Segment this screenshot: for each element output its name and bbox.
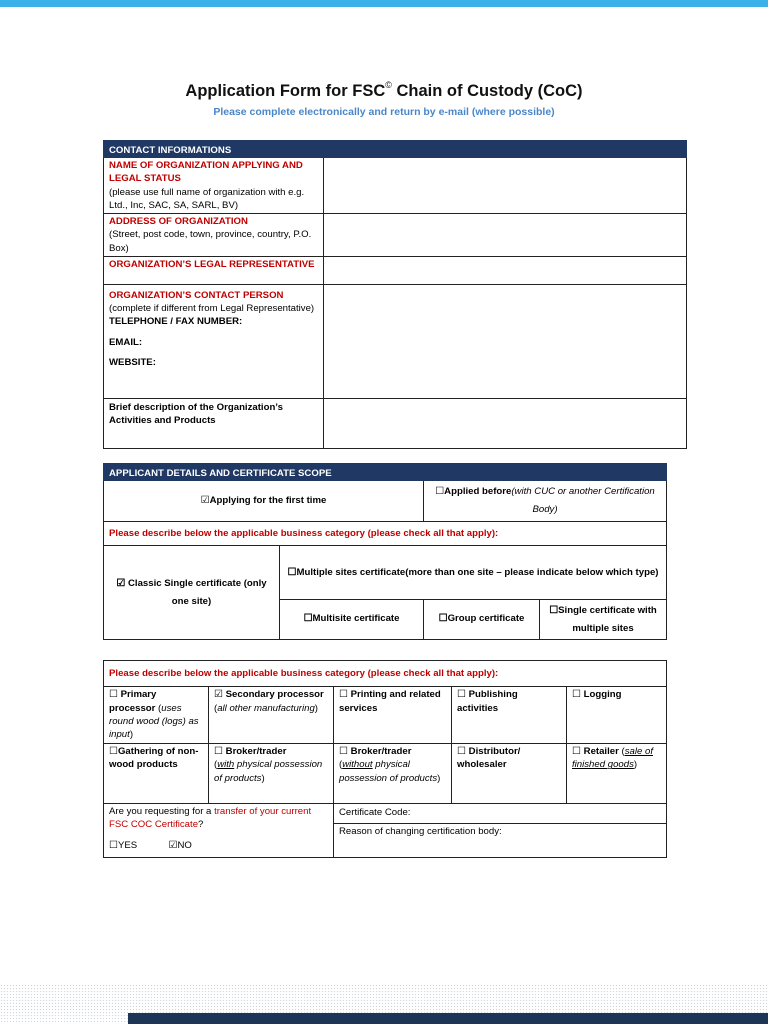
page-subtitle: Please complete electronically and return by e-mail (where possible) bbox=[213, 106, 555, 118]
top-accent-bar bbox=[0, 0, 768, 7]
contact-person-label: ORGANIZATION’S CONTACT PERSON bbox=[109, 289, 284, 301]
secondary-processor-option[interactable]: ☑ Secondary processor (all other manufacturing) bbox=[209, 687, 334, 744]
category-prompt: Please describe below the applicable business category (please check all that apply): bbox=[104, 521, 667, 545]
secondary-checkbox[interactable]: ☑ bbox=[214, 689, 223, 700]
gathering-option[interactable] bbox=[104, 743, 209, 803]
broker-with-checkbox[interactable]: ☐ bbox=[214, 745, 223, 757]
legal-rep-label: ORGANIZATION’S LEGAL REPRESENTATIVE bbox=[109, 258, 315, 270]
transfer-question-cell bbox=[104, 803, 334, 857]
reason-field[interactable] bbox=[334, 823, 667, 857]
org-name-note: (please use full name of organization with e.g. Ltd., Inc, SAC, SA, SARL, BV) bbox=[109, 186, 305, 211]
org-name-label: NAME OF ORGANIZATION APPLYING AND LEGAL STATUS bbox=[109, 160, 303, 185]
single-certificate-label: Classic Single certificate (only one site) bbox=[128, 577, 267, 607]
single-multi-checkbox[interactable]: ☐ bbox=[549, 604, 559, 616]
retailer-checkbox[interactable]: ☐ bbox=[572, 745, 581, 757]
broker-without-note: physical possession of products bbox=[339, 759, 438, 784]
retailer-note: sale of finished goods bbox=[572, 745, 653, 771]
legal-rep-label-cell bbox=[104, 256, 324, 284]
distributor-checkbox[interactable]: ☐ bbox=[457, 745, 466, 757]
retailer-option[interactable]: ☐ Retailer (sale of finished goods) bbox=[567, 743, 667, 803]
reason-label: Reason of changing certification body: bbox=[339, 825, 502, 837]
primary-note: uses round wood (logs) as input bbox=[109, 702, 199, 741]
primary-checkbox[interactable]: ☐ bbox=[109, 689, 118, 700]
broker-without-checkbox[interactable]: ☐ bbox=[339, 745, 348, 757]
address-label: ADDRESS OF ORGANIZATION bbox=[109, 216, 248, 228]
website-label: WEBSITE: bbox=[109, 356, 156, 368]
business-prompt: Please describe below the applicable business category (please check all that apply): bbox=[104, 661, 667, 687]
business-category-table bbox=[103, 660, 667, 858]
yes-label: YES bbox=[117, 839, 138, 851]
page-title: Application Form for FSC© Chain of Custody (CoC) bbox=[185, 80, 583, 100]
single-multi-option[interactable] bbox=[540, 599, 667, 639]
org-name-label-cell bbox=[104, 158, 324, 214]
transfer-answer-row bbox=[109, 839, 328, 853]
printing-checkbox[interactable]: ☐ bbox=[339, 689, 348, 700]
group-label: Group certificate bbox=[447, 613, 525, 625]
transfer-question: Are you requesting for a transfer of your current FSC COC Certificate? bbox=[109, 805, 312, 830]
address-note: (Street, post code, town, province, country, P.O. Box) bbox=[109, 229, 312, 254]
broker-with-note: physical possession of products bbox=[214, 759, 323, 784]
primary-label: Primary processor bbox=[109, 689, 157, 714]
applied-before-note: (with CUC or another Certification Body) bbox=[511, 486, 655, 516]
footer-navy-bar bbox=[128, 1013, 768, 1024]
group-option[interactable] bbox=[424, 599, 540, 639]
publishing-checkbox[interactable]: ☐ bbox=[457, 689, 466, 700]
first-time-option[interactable] bbox=[104, 481, 424, 521]
logging-checkbox[interactable]: ☐ bbox=[572, 689, 581, 700]
primary-processor-option[interactable]: ☐ Primary processor (uses round wood (logs) as input) bbox=[104, 687, 209, 744]
logging-label: Logging bbox=[583, 689, 622, 700]
publishing-label: Publishing activities bbox=[457, 689, 518, 714]
org-name-input[interactable] bbox=[324, 158, 687, 214]
contact-person-input[interactable] bbox=[324, 284, 687, 398]
retailer-label: Retailer bbox=[583, 745, 619, 757]
distributor-label: Distributor/ wholesaler bbox=[457, 745, 521, 771]
group-checkbox[interactable]: ☐ bbox=[438, 613, 448, 625]
multisite-option[interactable] bbox=[280, 599, 424, 639]
applied-before-option[interactable] bbox=[424, 481, 667, 521]
broker-without-option[interactable]: ☐ Broker/trader (without physical possession of products) bbox=[334, 743, 452, 803]
contact-person-label-cell bbox=[104, 284, 324, 398]
single-certificate-checkbox[interactable]: ☑ bbox=[116, 577, 126, 589]
broker-with-note-underlined: with bbox=[217, 759, 235, 771]
description-label: Brief description of the Organization’s Activities and Products bbox=[109, 401, 283, 427]
multiple-sites-label: Multiple sites certificate(more than one site – please indicate below which type) bbox=[296, 566, 659, 578]
applicant-section-header: APPLICANT DETAILS AND CERTIFICATE SCOPE bbox=[104, 464, 667, 481]
gathering-checkbox[interactable]: ☐ bbox=[109, 745, 118, 757]
description-input[interactable] bbox=[324, 398, 687, 448]
applicant-details-table bbox=[103, 463, 667, 640]
multiple-sites-checkbox[interactable]: ☐ bbox=[287, 566, 297, 578]
multiple-sites-option[interactable] bbox=[280, 545, 667, 599]
trademark-mark: © bbox=[385, 80, 392, 90]
legal-rep-input[interactable] bbox=[324, 256, 687, 284]
multisite-label: Multisite certificate bbox=[312, 613, 400, 625]
secondary-label: Secondary processor bbox=[225, 689, 324, 700]
certificate-code-field[interactable] bbox=[334, 803, 667, 823]
broker-without-note-underlined: without bbox=[342, 759, 373, 771]
no-label: NO bbox=[177, 839, 192, 851]
contact-person-note: (complete if different from Legal Representative) bbox=[109, 303, 315, 315]
no-checkbox[interactable]: ☑ bbox=[168, 839, 178, 851]
contact-section-header: CONTACT INFORMATIONS bbox=[104, 141, 687, 158]
printing-label: Printing and related services bbox=[339, 689, 441, 714]
gathering-label: Gathering of non-wood products bbox=[109, 745, 199, 771]
publishing-option[interactable] bbox=[452, 687, 567, 744]
distributor-option[interactable] bbox=[452, 743, 567, 803]
address-input[interactable] bbox=[324, 214, 687, 257]
printing-option[interactable] bbox=[334, 687, 452, 744]
single-certificate-option[interactable] bbox=[104, 545, 280, 639]
multisite-checkbox[interactable]: ☐ bbox=[303, 613, 313, 625]
email-label: EMAIL: bbox=[109, 336, 143, 348]
first-time-checkbox[interactable]: ☑ bbox=[200, 495, 210, 507]
description-label-cell bbox=[104, 398, 324, 448]
secondary-note: all other manufacturing bbox=[217, 702, 315, 714]
logging-option[interactable] bbox=[567, 687, 667, 744]
broker-with-option[interactable]: ☐ Broker/trader (with physical possession of products) bbox=[209, 743, 334, 803]
single-multi-label: Single certificate with multiple sites bbox=[558, 604, 657, 634]
broker-without-label: Broker/trader bbox=[350, 745, 412, 757]
contact-information-table bbox=[103, 140, 687, 449]
yes-checkbox[interactable]: ☐ bbox=[109, 839, 118, 851]
first-time-label: Applying for the first time bbox=[209, 495, 327, 507]
certificate-code-label: Certificate Code: bbox=[339, 807, 411, 819]
applied-before-checkbox[interactable]: ☐ bbox=[435, 486, 445, 498]
address-label-cell bbox=[104, 214, 324, 257]
phone-label: TELEPHONE / FAX NUMBER: bbox=[109, 316, 243, 328]
broker-with-label: Broker/trader bbox=[225, 745, 287, 757]
applied-before-label: Applied before bbox=[444, 486, 512, 498]
